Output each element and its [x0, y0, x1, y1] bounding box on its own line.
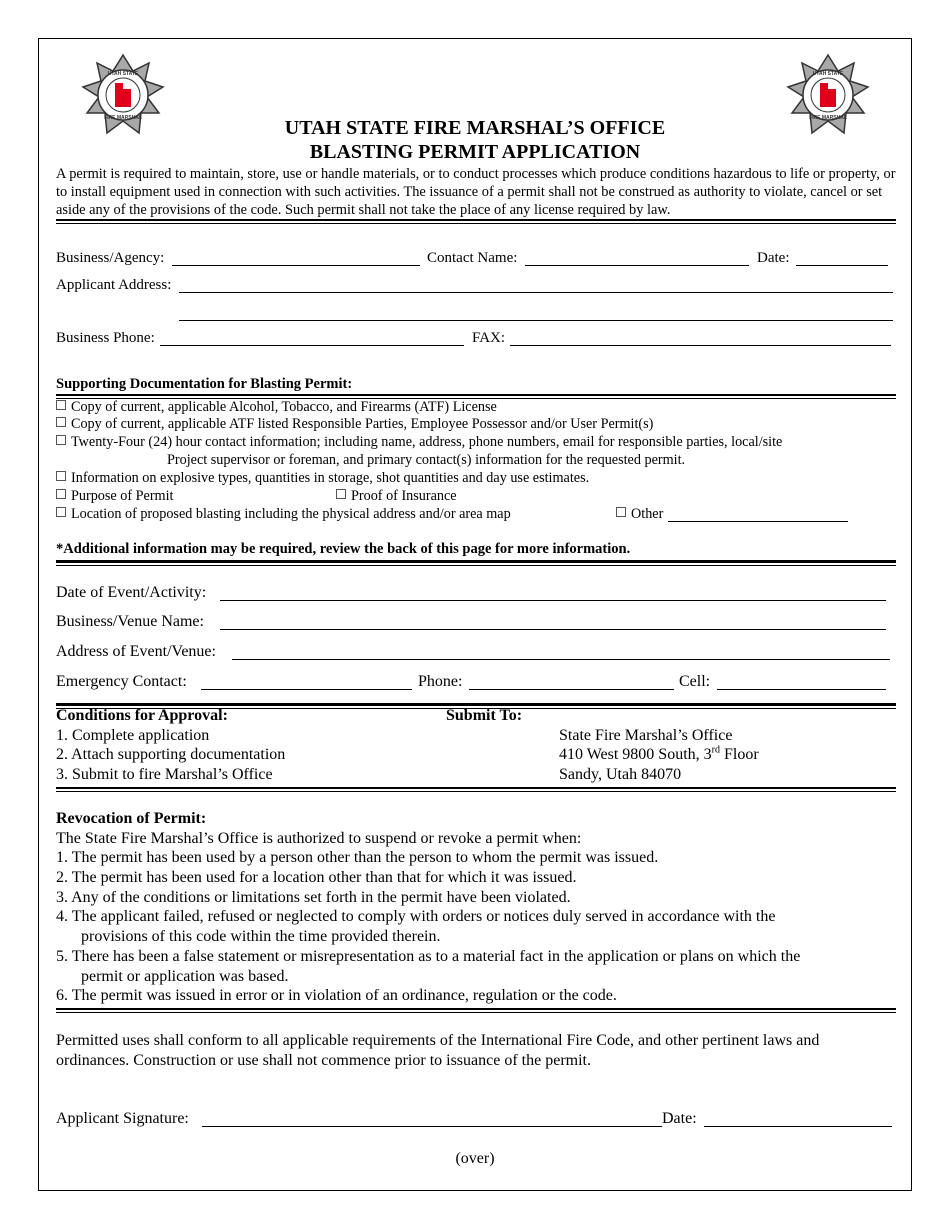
section-divider	[56, 787, 896, 792]
revocation-item-cont: permit or application was based.	[81, 968, 289, 985]
checkbox-icon	[56, 400, 66, 410]
doc-item-atf-license[interactable]	[56, 399, 497, 416]
checkbox-icon	[56, 471, 66, 481]
seal-top-text: UTAH STATE	[812, 71, 844, 77]
fax-label: FAX:	[472, 330, 506, 346]
submit-street	[559, 746, 759, 764]
doc-item-label: Twenty-Four (24) hour contact information; including name, address, phone numbers, email for responsible parties, local/site	[71, 434, 783, 450]
fax-field[interactable]	[510, 345, 891, 346]
contact-name-field[interactable]	[525, 265, 749, 266]
applicant-address-field[interactable]	[179, 292, 893, 293]
checkbox-icon	[56, 417, 66, 427]
revocation-item-cont: provisions of this code within the time provided therein.	[81, 928, 441, 945]
revocation-item: 3. Any of the conditions or limitations set forth in the permit have been violated.	[56, 889, 571, 906]
checkbox-icon	[616, 507, 626, 517]
street-ordinal: rd	[711, 744, 720, 756]
seal-top-text: UTAH STATE	[107, 71, 139, 77]
emergency-contact-label: Emergency Contact:	[56, 673, 187, 690]
checkbox-icon	[336, 489, 346, 499]
emergency-contact-field[interactable]	[201, 689, 412, 690]
section-divider	[56, 219, 896, 224]
street-text: 410 West 9800 South, 3	[559, 746, 712, 763]
conditions-heading: Conditions for Approval:	[56, 707, 228, 724]
submit-city: Sandy, Utah 84070	[559, 766, 682, 783]
emergency-phone-field[interactable]	[469, 689, 674, 690]
page-title: UTAH STATE FIRE MARSHAL’S OFFICE	[284, 117, 666, 139]
page-subtitle: BLASTING PERMIT APPLICATION	[309, 141, 641, 163]
checkbox-icon	[56, 489, 66, 499]
condition-step: 2. Attach supporting documentation	[56, 746, 286, 763]
street-floor: Floor	[720, 746, 759, 763]
date-field[interactable]	[796, 265, 888, 266]
signature-label: Applicant Signature:	[56, 1110, 189, 1127]
doc-item-explosive-info[interactable]	[56, 470, 589, 487]
venue-address-field[interactable]	[232, 659, 890, 660]
doc-item-label: Information on explosive types, quantities in storage, shot quantities and day use estimates.	[71, 470, 590, 486]
closing-text: Permitted uses shall conform to all applicable requirements of the International Fire Code, and other pertinent laws and	[56, 1032, 820, 1049]
doc-item-contact-info-cont: Project supervisor or foreman, and primary contact(s) information for the requested permit.	[167, 452, 686, 468]
doc-item-label: Copy of current, applicable ATF listed Responsible Parties, Employee Possessor and/or User Permit(s)	[71, 416, 654, 432]
section-divider	[56, 560, 896, 566]
other-field[interactable]	[668, 521, 848, 522]
event-date-field[interactable]	[220, 600, 886, 601]
venue-name-field[interactable]	[220, 629, 886, 630]
business-agency-field[interactable]	[172, 265, 420, 266]
checkbox-icon	[56, 507, 66, 517]
emergency-phone-label: Phone:	[418, 673, 463, 690]
seal-bottom-text: FIRE MARSHAL	[104, 115, 142, 121]
doc-item-label: Copy of current, applicable Alcohol, Tobacco, and Firearms (ATF) License	[71, 399, 497, 415]
over-note: (over)	[455, 1150, 495, 1167]
doc-item-label: Purpose of Permit	[71, 488, 174, 504]
supporting-docs-heading: Supporting Documentation for Blasting Permit:	[56, 376, 353, 392]
business-phone-label: Business Phone:	[56, 330, 155, 346]
doc-item-insurance[interactable]	[336, 488, 457, 505]
signature-date-label: Date:	[662, 1110, 697, 1127]
signature-date-field[interactable]	[704, 1126, 892, 1127]
intro-paragraph: A permit is required to maintain, store, use or handle materials, or to conduct processes which produce conditions hazardous to life or property, or to install equipment used in connection with such activities. The issuance of a permit shall not be construed as authority to violate, cancel or set aside any of the provisions of the code. Such permit shall not take the place of any license required by law.	[56, 166, 896, 218]
checkbox-icon	[56, 435, 66, 445]
seal-bottom-text: FIRE MARSHAL	[809, 115, 847, 121]
doc-item-label: Proof of Insurance	[351, 488, 457, 504]
doc-item-other[interactable]	[616, 506, 663, 523]
doc-item-location[interactable]	[56, 506, 511, 523]
doc-item-label: Other	[631, 506, 664, 522]
contact-name-label: Contact Name:	[427, 250, 518, 266]
condition-step: 1. Complete application	[56, 727, 210, 744]
revocation-heading: Revocation of Permit:	[56, 810, 207, 827]
revocation-item: 4. The applicant failed, refused or neglected to comply with orders or notices duly served in accordance with the	[56, 908, 776, 925]
condition-step: 3. Submit to fire Marshal’s Office	[56, 766, 273, 783]
revocation-item: 1. The permit has been used by a person other than the person to whom the permit was issued.	[56, 849, 659, 866]
venue-name-label: Business/Venue Name:	[56, 613, 204, 630]
submit-office: State Fire Marshal’s Office	[559, 727, 733, 744]
event-date-label: Date of Event/Activity:	[56, 584, 207, 601]
emergency-cell-field[interactable]	[717, 689, 886, 690]
doc-item-label: Location of proposed blasting including the physical address and/or area map	[71, 506, 511, 522]
submit-to-heading: Submit To:	[446, 707, 523, 724]
doc-item-contact-info[interactable]	[56, 434, 782, 451]
emergency-cell-label: Cell:	[679, 673, 711, 690]
applicant-address-label: Applicant Address:	[56, 277, 172, 293]
closing-text: ordinances. Construction or use shall not commence prior to issuance of the permit.	[56, 1052, 591, 1069]
business-agency-label: Business/Agency:	[56, 250, 165, 266]
revocation-item: 5. There has been a false statement or misrepresentation as to a material fact in the application or plans on which the	[56, 948, 801, 965]
doc-item-purpose[interactable]	[56, 488, 173, 505]
additional-info-note: *Additional information may be required, review the back of this page for more information.	[56, 541, 631, 557]
business-phone-field[interactable]	[160, 345, 464, 346]
doc-item-atf-parties[interactable]	[56, 416, 653, 433]
signature-field[interactable]	[202, 1126, 662, 1127]
venue-address-label: Address of Event/Venue:	[56, 643, 216, 660]
revocation-item: 2. The permit has been used for a location other than that for which it was issued.	[56, 869, 577, 886]
date-label: Date:	[757, 250, 790, 266]
revocation-intro: The State Fire Marshal’s Office is authorized to suspend or revoke a permit when:	[56, 830, 582, 847]
section-divider	[56, 1008, 896, 1013]
revocation-item: 6. The permit was issued in error or in violation of an ordinance, regulation or the code.	[56, 987, 617, 1004]
applicant-address-field-line2[interactable]	[179, 320, 893, 321]
